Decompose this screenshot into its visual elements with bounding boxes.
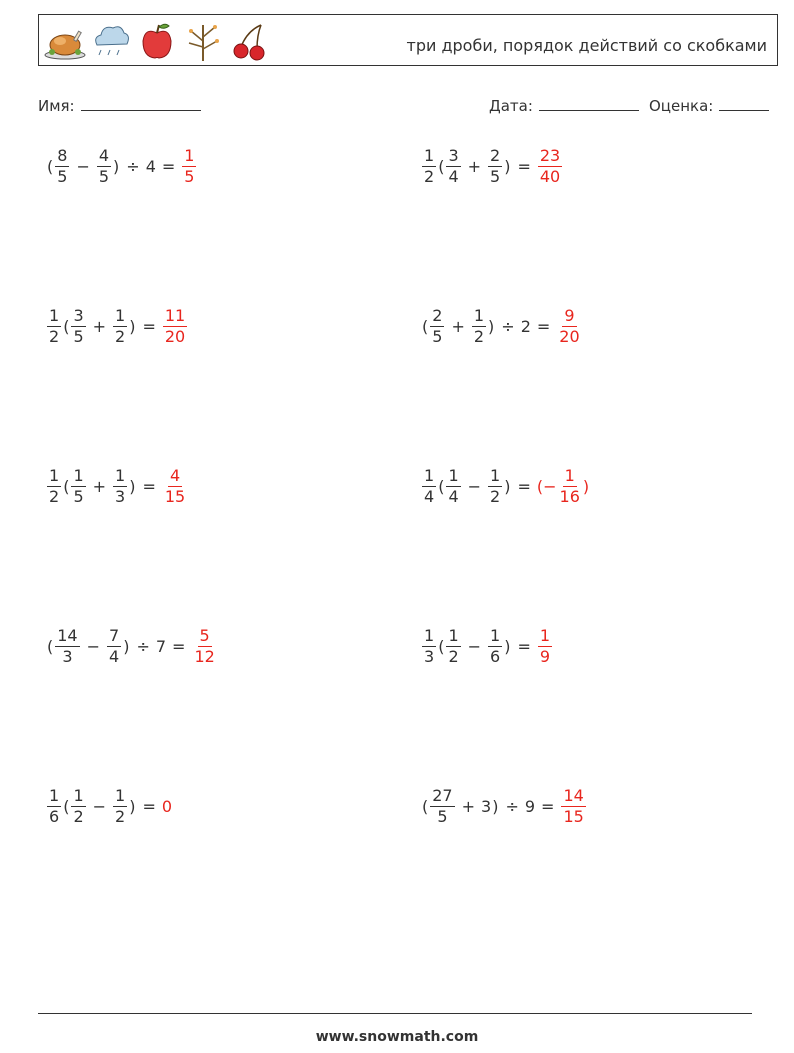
open-paren: ( [63, 797, 70, 817]
apple-icon [135, 19, 179, 63]
denominator: 2 [490, 487, 501, 507]
denominator: 5 [73, 327, 84, 347]
answer [162, 467, 188, 507]
footer-url[interactable]: www.snowmath.com [315, 1029, 479, 1045]
close-paren: ) [488, 317, 495, 337]
operator: − [86, 637, 101, 657]
answer-denominator: 9 [539, 647, 551, 667]
date-field [489, 96, 639, 115]
answer-numerator: 14 [561, 787, 585, 807]
answer [537, 467, 589, 507]
numerator: 1 [71, 787, 85, 807]
numerator: 4 [97, 147, 111, 167]
numerator: 1 [446, 627, 460, 647]
fraction [71, 787, 85, 827]
equals-sign: = [142, 477, 156, 497]
open-paren: ( [438, 157, 445, 177]
answer [191, 627, 217, 667]
answer-denominator: 40 [539, 167, 561, 187]
answer [556, 307, 582, 347]
answer-fraction [561, 787, 585, 827]
numerator: 1 [47, 787, 61, 807]
numerator: 1 [488, 467, 502, 487]
answer-denominator: 5 [184, 167, 195, 187]
bare-tree-icon [181, 19, 225, 63]
rain-cloud-icon [89, 19, 133, 63]
denominator: 3 [62, 647, 73, 667]
equals-sign: = [172, 637, 186, 657]
denominator: 2 [115, 327, 126, 347]
operator: + [467, 157, 482, 177]
problem-4 [421, 307, 583, 347]
close-paren: ) [113, 157, 120, 177]
divide-sign: ÷ [505, 797, 519, 817]
denominator: 3 [424, 647, 435, 667]
answer-denominator: 20 [164, 327, 186, 347]
equals-sign: = [517, 157, 531, 177]
worksheet-title: три дроби, порядок действий со скобками [406, 36, 767, 55]
name-label: Имя: [38, 97, 75, 115]
numerator: 1 [446, 467, 460, 487]
numerator: 7 [107, 627, 121, 647]
numerator: 1 [113, 467, 127, 487]
numerator: 1 [47, 467, 61, 487]
divisor: 2 [520, 317, 531, 337]
denominator: 2 [448, 647, 459, 667]
grade-label: Оценка: [649, 97, 714, 115]
close-paren: ) [492, 797, 499, 817]
fraction [55, 627, 79, 667]
operator: + [92, 317, 107, 337]
divisor: 9 [524, 797, 536, 817]
fraction [472, 307, 486, 347]
numerator: 1 [47, 307, 61, 327]
answer-numerator: 4 [168, 467, 182, 487]
numerator: 1 [422, 627, 436, 647]
answer-denominator: 12 [194, 647, 215, 667]
fraction [47, 307, 61, 347]
answer-numerator: 11 [163, 307, 187, 327]
close-paren: ) [129, 797, 136, 817]
fraction [113, 787, 127, 827]
open-paren: ( [422, 317, 429, 337]
header-icons [43, 19, 271, 63]
open-paren: ( [422, 797, 429, 817]
answer: 0 [161, 797, 173, 817]
equals-sign: = [142, 317, 156, 337]
denominator: 4 [448, 167, 459, 187]
numerator: 27 [430, 787, 454, 807]
fraction [430, 787, 454, 827]
open-paren: ( [47, 157, 54, 177]
denominator: 4 [424, 487, 435, 507]
answer [537, 147, 563, 187]
operator: − [76, 157, 90, 177]
answer-denominator: 16 [559, 487, 580, 507]
fraction [422, 147, 436, 187]
answer [560, 787, 586, 827]
problem-1 [46, 147, 197, 187]
numerator: 1 [422, 467, 436, 487]
answer-fraction [163, 307, 187, 347]
fraction [107, 627, 121, 667]
fraction [446, 627, 460, 667]
close-paren: ) [123, 637, 130, 657]
numerator: 1 [113, 787, 127, 807]
problem-5 [46, 467, 188, 507]
problem-9 [46, 787, 172, 827]
numerator: 2 [430, 307, 444, 327]
cherries-icon [227, 19, 271, 63]
close-paren: ) [129, 317, 136, 337]
denominator: 2 [424, 167, 435, 187]
divisor: 4 [145, 157, 156, 177]
denominator: 2 [115, 807, 126, 827]
fraction [47, 467, 61, 507]
denominator: 5 [57, 167, 68, 187]
operator: + [451, 317, 465, 337]
open-paren: ( [63, 477, 70, 497]
denominator: 2 [49, 327, 60, 347]
grade-blank[interactable] [719, 96, 769, 111]
problem-3 [46, 307, 188, 347]
answer-numerator: 1 [182, 147, 196, 167]
problem-7 [46, 627, 218, 667]
numerator: 1 [488, 627, 502, 647]
answer-numerator: 23 [538, 147, 562, 167]
operator: − [92, 797, 107, 817]
close-paren: ) [129, 477, 136, 497]
answer [181, 147, 197, 187]
numerator: 3 [446, 147, 460, 167]
answer-numerator: 1 [563, 467, 577, 487]
answer [537, 627, 553, 667]
answer [162, 307, 188, 347]
whole-number: 3 [481, 797, 492, 817]
numerator: 14 [55, 627, 79, 647]
fraction [113, 467, 127, 507]
name-blank[interactable] [81, 96, 201, 111]
divide-sign: ÷ [126, 157, 140, 177]
denominator: 6 [490, 647, 501, 667]
problem-2 [421, 147, 563, 187]
fraction [97, 147, 111, 187]
fraction [488, 627, 502, 667]
answer-denominator: 20 [559, 327, 580, 347]
answer-fraction [538, 627, 552, 667]
open-paren: ( [438, 637, 445, 657]
divide-sign: ÷ [136, 637, 150, 657]
numerator: 2 [488, 147, 502, 167]
open-paren: ( [63, 317, 70, 337]
divide-sign: ÷ [501, 317, 515, 337]
operator: − [467, 637, 482, 657]
grade-field [649, 96, 769, 115]
fraction [113, 307, 127, 347]
answer-fraction [557, 307, 581, 347]
denominator: 2 [49, 487, 60, 507]
fraction [422, 627, 436, 667]
denominator: 5 [432, 327, 443, 347]
date-blank[interactable] [539, 96, 639, 111]
problem-6 [421, 467, 589, 507]
fraction [71, 307, 85, 347]
fraction [430, 307, 444, 347]
answer-numerator: 5 [198, 627, 212, 647]
operator: − [467, 477, 482, 497]
date-label: Дата: [489, 97, 533, 115]
fraction [488, 147, 502, 187]
fraction [55, 147, 69, 187]
answer-fraction [163, 467, 187, 507]
answer-fraction [538, 147, 562, 187]
numerator: 1 [71, 467, 85, 487]
fraction [446, 147, 460, 187]
equals-sign: = [536, 317, 551, 337]
denominator: 4 [448, 487, 459, 507]
denominator: 5 [437, 807, 448, 827]
denominator: 5 [98, 167, 110, 187]
name-field [38, 96, 201, 115]
denominator: 4 [109, 647, 120, 667]
denominator: 5 [73, 487, 84, 507]
fraction [422, 467, 436, 507]
equals-sign: = [541, 797, 555, 817]
answer-fraction [558, 467, 582, 507]
answer-numerator: 1 [538, 627, 552, 647]
fraction [446, 467, 460, 507]
equals-sign: = [517, 477, 531, 497]
open-paren: ( [438, 477, 445, 497]
answer-fraction [182, 147, 196, 187]
fraction [488, 467, 502, 507]
answer-close: ) [582, 477, 590, 497]
denominator: 2 [73, 807, 84, 827]
equals-sign: = [517, 637, 531, 657]
numerator: 1 [472, 307, 486, 327]
open-paren: ( [47, 637, 54, 657]
equals-sign: = [142, 797, 156, 817]
denominator: 2 [473, 327, 485, 347]
operator: + [461, 797, 476, 817]
numerator: 3 [71, 307, 85, 327]
roast-chicken-icon [43, 19, 87, 63]
close-paren: ) [504, 157, 511, 177]
fraction [47, 787, 61, 827]
answer-open: (− [536, 477, 557, 497]
operator: + [92, 477, 107, 497]
problem-10 [421, 787, 587, 827]
denominator: 3 [115, 487, 126, 507]
close-paren: ) [504, 477, 511, 497]
close-paren: ) [504, 637, 511, 657]
numerator: 8 [55, 147, 69, 167]
answer-fraction [192, 627, 216, 667]
denominator: 6 [49, 807, 60, 827]
numerator: 1 [422, 147, 436, 167]
denominator: 5 [490, 167, 501, 187]
footer-divider [38, 1013, 752, 1014]
answer-numerator: 9 [562, 307, 576, 327]
worksheet-header [38, 14, 778, 66]
answer-denominator: 15 [164, 487, 186, 507]
answer-denominator: 15 [563, 807, 584, 827]
equals-sign: = [161, 157, 176, 177]
divisor: 7 [155, 637, 167, 657]
fraction [71, 467, 85, 507]
numerator: 1 [113, 307, 127, 327]
problem-8 [421, 627, 553, 667]
